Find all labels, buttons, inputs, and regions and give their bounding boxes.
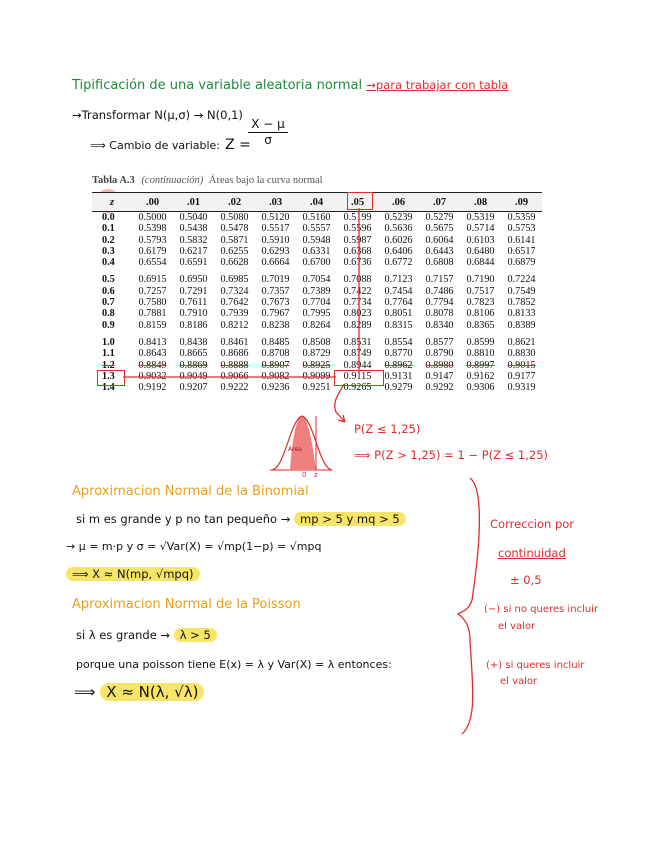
fraction-denominator: σ <box>264 133 272 147</box>
table-cell: 0.7019 <box>261 274 290 286</box>
poisson-cond-highlight: λ > 5 <box>174 628 217 642</box>
table-cell: 0.8925 <box>302 359 331 371</box>
correction-value: ± 0,5 <box>510 573 542 587</box>
curve-area-label: Área <box>288 446 302 453</box>
table-cell: 0.9032 <box>138 370 167 382</box>
table-cell: 0.8531 <box>343 336 372 348</box>
table-cell: 0.7881 <box>138 308 167 320</box>
table-cell: 0.5910 <box>261 234 290 246</box>
table-cell: 0.8888 <box>220 359 249 371</box>
table-cell: 0.8790 <box>425 348 454 360</box>
table-cell: 0.9049 <box>179 370 208 382</box>
table-cell: 0.6554 <box>138 257 167 269</box>
table-cell: 0.6591 <box>179 257 208 269</box>
table-cell: 0.8078 <box>425 308 454 320</box>
table-cell: 0.7549 <box>507 285 536 297</box>
table-cell: 0.8997 <box>466 359 495 371</box>
table-cell: 0.5871 <box>220 234 249 246</box>
table-cell: 0.7673 <box>261 297 290 309</box>
table-cell: 0.5987 <box>343 234 372 246</box>
table-cell: 0.6915 <box>138 274 167 286</box>
table-z-cell: 0.0 <box>102 212 115 223</box>
table-cell: 0.5000 <box>138 212 167 223</box>
table-cell: 0.5793 <box>138 234 167 246</box>
table-cell: 0.5478 <box>220 223 249 235</box>
table-cell: 0.8051 <box>384 308 413 320</box>
correction-plus2: el valor <box>500 676 538 687</box>
poisson-result-wrap <box>74 683 204 701</box>
poisson-result-arrow: ⟹ <box>74 683 96 701</box>
table-cell: 0.9192 <box>138 382 167 394</box>
table-cell: 0.6255 <box>220 245 249 257</box>
table-caption-text: Áreas bajo la curva normal <box>208 175 323 186</box>
table-cell: 0.8554 <box>384 336 413 348</box>
table-cell: 0.8749 <box>343 348 372 360</box>
table-col-header: .00 <box>132 193 173 212</box>
table-cell: 0.8599 <box>466 336 495 348</box>
table-cell: 0.7157 <box>425 274 454 286</box>
table-cell: 0.7454 <box>384 285 413 297</box>
table-cell: 0.8186 <box>179 319 208 331</box>
table-cell: 0.8643 <box>138 348 167 360</box>
table-cell: 0.6772 <box>384 257 413 269</box>
table-z-cell: 1.4 <box>102 382 115 394</box>
table-col-header: z <box>92 193 132 212</box>
poisson-result: X ≈ N(λ, √λ) <box>100 683 204 701</box>
table-cell: 0.8770 <box>384 348 413 360</box>
table-cell: 0.8133 <box>507 308 536 320</box>
table-cell: 0.5080 <box>220 212 249 223</box>
cambio-prefix: ⟹ Cambio de variable: <box>90 139 220 152</box>
table-cell: 0.6628 <box>220 257 249 269</box>
correction-bracket <box>458 478 479 734</box>
table-cell: 0.9099 <box>302 370 331 382</box>
table-cell: 0.6293 <box>261 245 290 257</box>
binomial-params: → μ = m·p y σ = √Var(X) = √mp(1−p) = √mpq <box>66 540 322 553</box>
table-cell: 0.6368 <box>343 245 372 257</box>
binomial-condition <box>76 512 406 526</box>
table-col-header: .02 <box>214 193 255 212</box>
table-cell: 0.8577 <box>425 336 454 348</box>
table-cell: 0.9177 <box>507 370 536 382</box>
table-cell: 0.7422 <box>343 285 372 297</box>
table-cell: 0.8389 <box>507 319 536 331</box>
cambio-lhs: Z = <box>225 137 251 153</box>
table-cell: 0.7357 <box>261 285 290 297</box>
table-z-cell: 1.2 <box>102 359 115 371</box>
table-cell: 0.8485 <box>261 336 290 348</box>
binomial-heading: Aproximacion Normal de la Binomial <box>72 484 309 499</box>
table-cell: 0.7939 <box>220 308 249 320</box>
table-z-cell: 1.1 <box>102 348 115 360</box>
table-cell: 0.6141 <box>507 234 536 246</box>
table-z-cell: 0.6 <box>102 285 115 297</box>
table-cell: 0.5557 <box>302 223 331 235</box>
table-cell: 0.8708 <box>261 348 290 360</box>
table-cell: 0.7224 <box>507 274 536 286</box>
table-cell: 0.5398 <box>138 223 167 235</box>
table-cell: 0.9015 <box>507 359 536 371</box>
title-red: →para trabajar con tabla <box>366 78 509 92</box>
table-cell: 0.9115 <box>343 370 372 382</box>
table-cell: 0.8106 <box>466 308 495 320</box>
table-cell: 0.7611 <box>179 297 208 309</box>
correction-minus1: (−) si no queres incluir <box>484 604 599 615</box>
table-cell: 0.5160 <box>302 212 331 223</box>
table-cell: 0.6950 <box>179 274 208 286</box>
table-cell: 0.7910 <box>179 308 208 320</box>
table-cell: 0.7291 <box>179 285 208 297</box>
table-cell: 0.8849 <box>138 359 167 371</box>
table-cell: 0.8413 <box>138 336 167 348</box>
binomial-result: ⟹ X ≈ N(mp, √mpq) <box>66 567 200 581</box>
title-green: Tipificación de una variable aleatoria normal <box>72 78 363 93</box>
table-cell: 0.9319 <box>507 382 536 394</box>
table-cell: 0.7967 <box>261 308 290 320</box>
table-cell: 0.5636 <box>384 223 413 235</box>
correction-plus1: (+) si queres incluir <box>486 660 585 671</box>
table-cell: 0.6808 <box>425 257 454 269</box>
table-cell: 0.8944 <box>343 359 372 371</box>
fraction-numerator: X − μ <box>248 117 288 133</box>
table-cell: 0.8365 <box>466 319 495 331</box>
table-cell: 0.9279 <box>384 382 413 394</box>
table-col-header: .06 <box>378 193 419 212</box>
table-cell: 0.5948 <box>302 234 331 246</box>
table-cell: 0.5319 <box>466 212 495 223</box>
binomial-cond-highlight: mp > 5 y mq > 5 <box>294 512 406 526</box>
table-cell: 0.7088 <box>343 274 372 286</box>
table-z-cell: 0.7 <box>102 297 115 309</box>
table-cell: 0.6103 <box>466 234 495 246</box>
table-cell: 0.8686 <box>220 348 249 360</box>
curve-z: z <box>314 471 318 479</box>
table-cell: 0.7123 <box>384 274 413 286</box>
table-cell: 0.6217 <box>179 245 208 257</box>
table-cell: 0.5832 <box>179 234 208 246</box>
table-cell: 0.7580 <box>138 297 167 309</box>
table-cell: 0.7734 <box>343 297 372 309</box>
table-cell: 0.5359 <box>507 212 536 223</box>
table-cell: 0.6064 <box>425 234 454 246</box>
table-cell: 0.8810 <box>466 348 495 360</box>
table-cell: 0.6443 <box>425 245 454 257</box>
table-z-cell: 0.1 <box>102 223 115 235</box>
table-cell: 0.9131 <box>384 370 413 382</box>
table-caption-label: Tabla A.3 <box>92 175 135 186</box>
table-col-header: .09 <box>501 193 542 212</box>
table-cell: 0.8907 <box>261 359 290 371</box>
table-cell: 0.8962 <box>384 359 413 371</box>
poisson-reason: porque una poisson tiene E(x) = λ y Var(X) = λ entonces: <box>76 658 392 671</box>
table-cell: 0.5753 <box>507 223 536 235</box>
table-cell: 0.5040 <box>179 212 208 223</box>
table-cell: 0.8980 <box>425 359 454 371</box>
table-cell: 0.6331 <box>302 245 331 257</box>
poisson-heading: Aproximacion Normal de la Poisson <box>72 597 301 612</box>
table-cell: 0.7823 <box>466 297 495 309</box>
table-cell: 0.7324 <box>220 285 249 297</box>
table-col-header: .05 <box>337 193 378 212</box>
table-cell: 0.8023 <box>343 308 372 320</box>
table-cell: 0.9066 <box>220 370 249 382</box>
table-cell: 0.5596 <box>343 223 372 235</box>
table-cell: 0.9222 <box>220 382 249 394</box>
poisson-cond-text: si λ es grande → <box>76 628 171 642</box>
table-col-header: .04 <box>296 193 337 212</box>
table-cell: 0.7852 <box>507 297 536 309</box>
table-cell: 0.5239 <box>384 212 413 223</box>
table-z-cell: 0.8 <box>102 308 115 320</box>
table-col-header: .08 <box>460 193 501 212</box>
table-cell: 0.6844 <box>466 257 495 269</box>
table-cell: 0.6664 <box>261 257 290 269</box>
table-cell: 0.8264 <box>302 319 331 331</box>
table-cell: 0.9265 <box>343 382 372 394</box>
table-cell: 0.9306 <box>466 382 495 394</box>
table-cell: 0.8438 <box>179 336 208 348</box>
table-col-header: .01 <box>173 193 214 212</box>
table-z-cell: 1.0 <box>102 336 115 348</box>
table-cell: 0.9292 <box>425 382 454 394</box>
table-cell: 0.6179 <box>138 245 167 257</box>
table-cell: 0.9251 <box>302 382 331 394</box>
correction-title1: Correccion por <box>490 517 575 531</box>
table-cell: 0.6700 <box>302 257 331 269</box>
table-cell: 0.6406 <box>384 245 413 257</box>
table-cell: 0.7257 <box>138 285 167 297</box>
table-col-header: .03 <box>255 193 296 212</box>
table-z-cell: 1.3 <box>102 370 115 382</box>
table-cell: 0.6879 <box>507 257 536 269</box>
table-cell: 0.6985 <box>220 274 249 286</box>
table-cell: 0.7190 <box>466 274 495 286</box>
table-cell: 0.7517 <box>466 285 495 297</box>
table-cell: 0.8159 <box>138 319 167 331</box>
table-cell: 0.8315 <box>384 319 413 331</box>
table-z-cell: 0.9 <box>102 319 115 331</box>
prob-line1: P(Z ≤ 1,25) <box>354 422 421 436</box>
table-cell: 0.6736 <box>343 257 372 269</box>
table-cell: 0.6480 <box>466 245 495 257</box>
table-cell: 0.5675 <box>425 223 454 235</box>
table-cell: 0.9236 <box>261 382 290 394</box>
table-cell: 0.6026 <box>384 234 413 246</box>
correction-minus2: el valor <box>498 621 536 632</box>
binomial-result-wrap <box>66 567 200 581</box>
table-cell: 0.5120 <box>261 212 290 223</box>
table-z-cell: 0.3 <box>102 245 115 257</box>
table-cell: 0.9147 <box>425 370 454 382</box>
table-cell: 0.8621 <box>507 336 536 348</box>
table-cell: 0.7764 <box>384 297 413 309</box>
table-cell: 0.5438 <box>179 223 208 235</box>
table-cell: 0.9207 <box>179 382 208 394</box>
table-cell: 0.8869 <box>179 359 208 371</box>
table-cell: 0.8830 <box>507 348 536 360</box>
table-cell: 0.8238 <box>261 319 290 331</box>
table-z-cell: 0.4 <box>102 257 115 269</box>
table-cell: 0.5199 <box>343 212 372 223</box>
table-caption-italic: (continuación) <box>141 175 204 186</box>
table-cell: 0.8508 <box>302 336 331 348</box>
prob-line2: ⟹ P(Z > 1,25) = 1 − P(Z ≤ 1,25) <box>354 448 549 462</box>
table-cell: 0.5714 <box>466 223 495 235</box>
binomial-cond-text: si m es grande y p no tan pequeño → <box>76 512 291 526</box>
table-cell: 0.9162 <box>466 370 495 382</box>
table-cell: 0.8729 <box>302 348 331 360</box>
table-cell: 0.7794 <box>425 297 454 309</box>
transform-line: →Transformar N(μ,σ) → N(0,1) <box>72 108 243 122</box>
table-cell: 0.7486 <box>425 285 454 297</box>
table-cell: 0.5279 <box>425 212 454 223</box>
table-cell: 0.8212 <box>220 319 249 331</box>
table-cell: 0.8340 <box>425 319 454 331</box>
curve-zero: 0 <box>302 471 307 479</box>
table-cell: 0.6517 <box>507 245 536 257</box>
table-cell: 0.5517 <box>261 223 290 235</box>
table-z-cell: 0.2 <box>102 234 115 246</box>
table-cell: 0.7704 <box>302 297 331 309</box>
table-cell: 0.7642 <box>220 297 249 309</box>
correction-title2: continuidad <box>498 546 566 560</box>
table-cell: 0.8461 <box>220 336 249 348</box>
table-col-header: .07 <box>419 193 460 212</box>
poisson-condition <box>76 628 217 642</box>
table-cell: 0.7389 <box>302 285 331 297</box>
table-cell: 0.7054 <box>302 274 331 286</box>
table-cell: 0.9082 <box>261 370 290 382</box>
table-cell: 0.8665 <box>179 348 208 360</box>
table-cell: 0.8289 <box>343 319 372 331</box>
table-cell: 0.7995 <box>302 308 331 320</box>
table-z-cell: 0.5 <box>102 274 115 286</box>
